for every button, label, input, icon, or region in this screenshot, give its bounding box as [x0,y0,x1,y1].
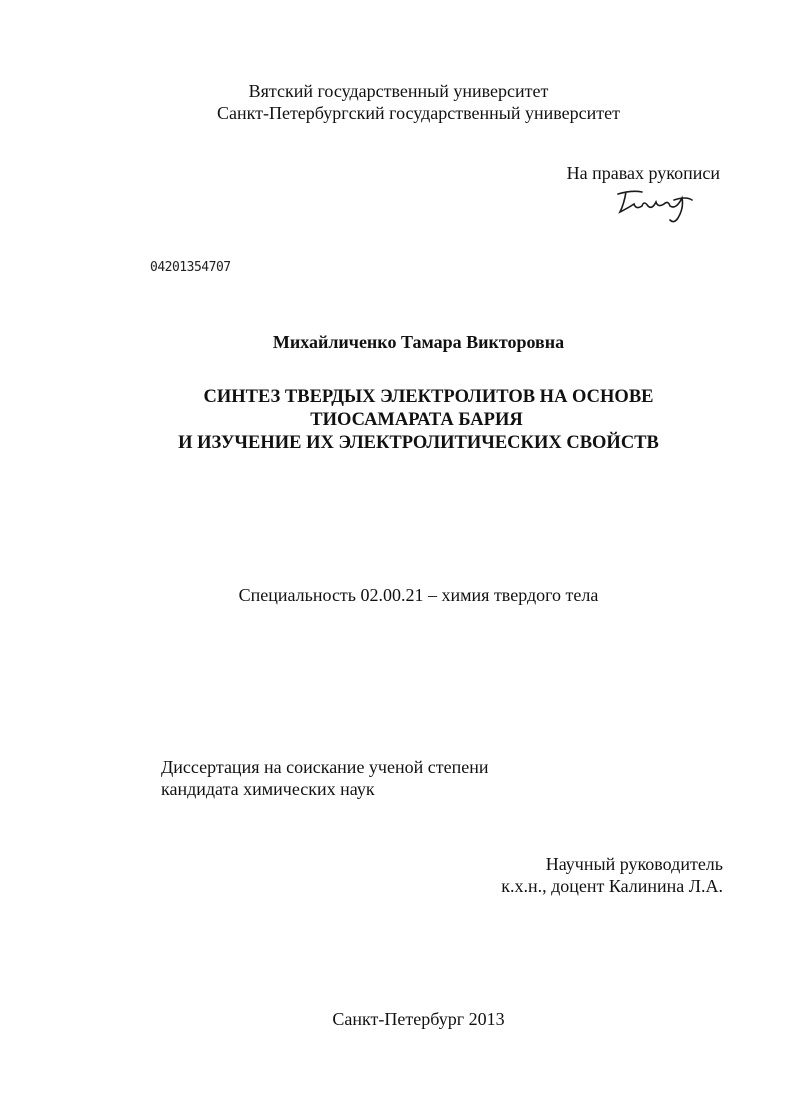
specialty: Специальность 02.00.21 – химия твердого тела [238,585,599,605]
dissertation-line-2: кандидата химических наук [161,779,375,799]
supervisor-name: к.х.н., доцент Калинина Л.А. [501,876,723,896]
signature [612,186,702,226]
university-2: Санкт-Петербургский государственный университет [216,103,621,123]
archive-stamp-number: 04201354707 [150,260,231,275]
city-year: Санкт-Петербург 2013 [332,1009,505,1029]
title-line-2: ТИОСАМАРАТА БАРИЯ [310,410,523,430]
university-1: Вятский государственный университет [248,81,549,101]
title-line-3: И ИЗУЧЕНИЕ ИХ ЭЛЕКТРОЛИТИЧЕСКИХ СВОЙСТВ [178,433,659,453]
manuscript-label: На правах рукописи [566,163,720,183]
title-line-1: СИНТЕЗ ТВЕРДЫХ ЭЛЕКТРОЛИТОВ НА ОСНОВЕ [203,387,654,407]
dissertation-line-1: Диссертация на соискание ученой степени [161,757,489,777]
author-name: Михайличенко Тамара Викторовна [272,332,565,352]
supervisor-title: Научный руководитель [545,854,723,874]
